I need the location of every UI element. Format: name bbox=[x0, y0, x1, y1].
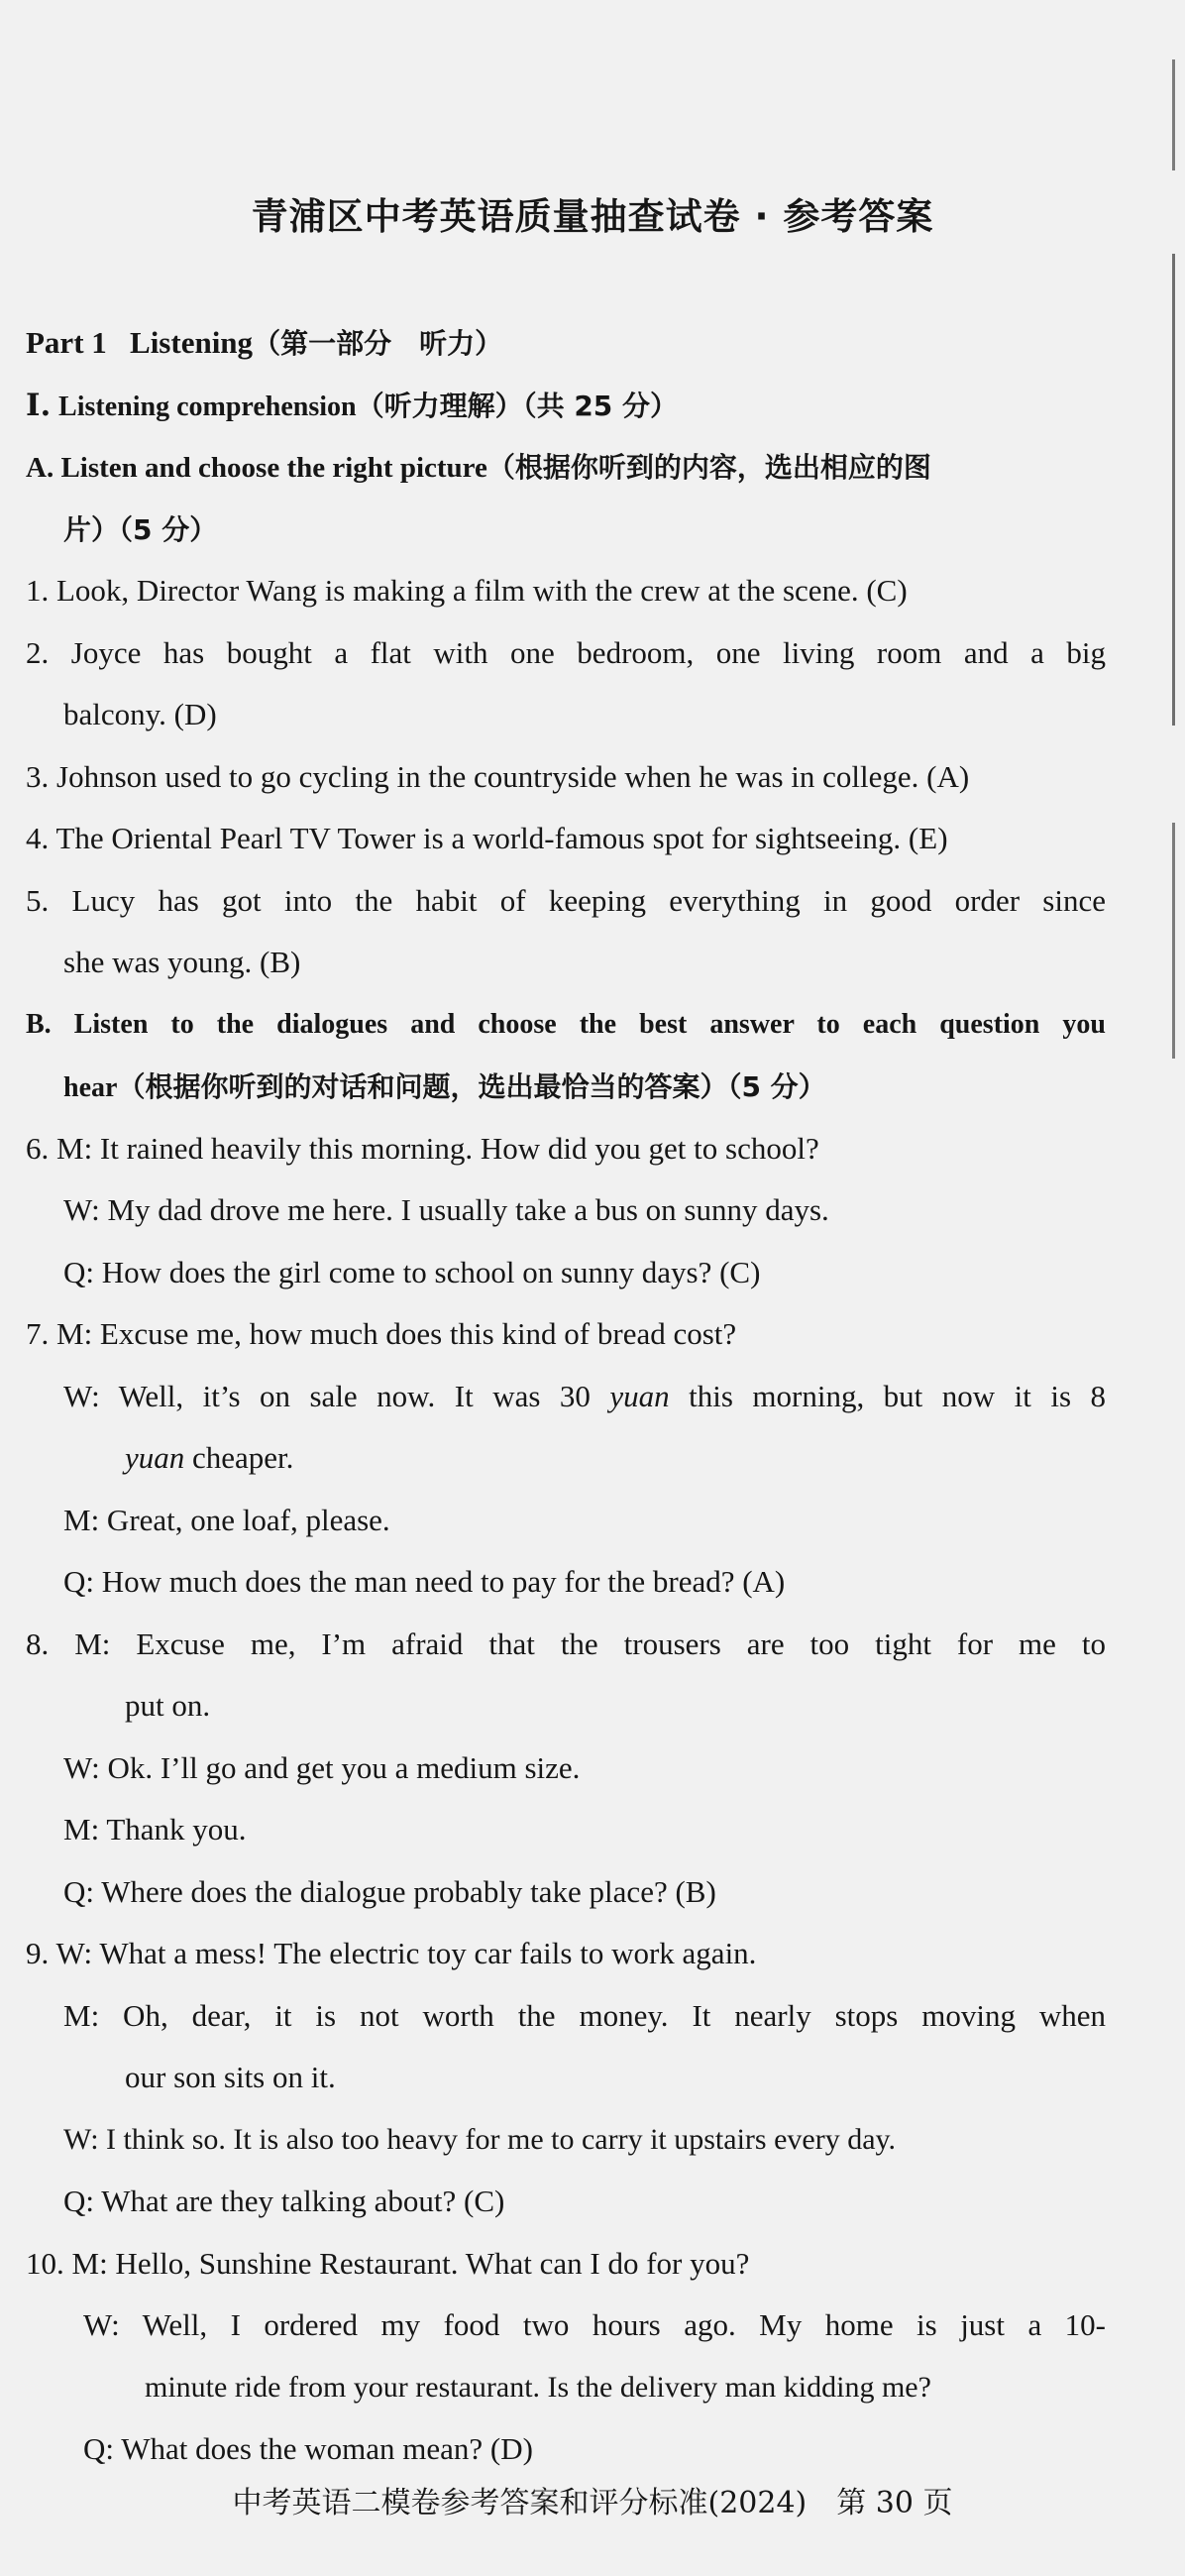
dialogue-10-w: W: Well, I ordered my food two hours ago. My home is just a 10- bbox=[83, 2307, 1106, 2342]
dialogue-7-w-part-a: W: Well, it’s on sale now. It was 30 bbox=[63, 1378, 591, 1413]
page-edge-shadow bbox=[1172, 59, 1175, 1447]
answer-3: 3. Johnson used to go cycling in the countryside when he was in college. (A) bbox=[26, 758, 970, 794]
section-a-en: A. Listen and choose the right picture bbox=[26, 452, 487, 484]
dialogue-6-q: Q: How does the girl come to school on sunny days? (C) bbox=[63, 1254, 761, 1289]
dialogue-7-w bbox=[26, 1366, 1106, 1428]
section-a-cn-1: （根据你听到的内容，选出相应的图 bbox=[486, 451, 931, 484]
answer-1: 1. Look, Director Wang is making a film with the crew at the scene. (C) bbox=[26, 573, 908, 608]
dialogue-7-m-2: M: Great, one loaf, please. bbox=[63, 1502, 390, 1537]
section-1-cn: （听力理解）（共 25 分） bbox=[356, 389, 679, 422]
part-heading-cn: （第一部分 听力） bbox=[253, 327, 503, 360]
section-a-cn-2: 片）（5 分） bbox=[63, 512, 218, 546]
dialogue-9-w-2: W: I think so. It is also too heavy for me to carry it upstairs every day. bbox=[63, 2122, 897, 2156]
dialogue-7-w-cont bbox=[26, 1427, 1106, 1490]
dialogue-7-w-yuan: yuan bbox=[609, 1378, 670, 1413]
part-heading bbox=[26, 312, 1106, 375]
dialogue-8-m: 8. M: Excuse me, I’m afraid that the trousers are too tight for me to bbox=[26, 1625, 1106, 1661]
page-title: 青浦区中考英语质量抽查试卷 · 参考答案 bbox=[251, 195, 934, 238]
section-1-en: Listening comprehension bbox=[58, 391, 357, 422]
dialogue-7-m: 7. M: Excuse me, how much does this kind of bread cost? bbox=[26, 1316, 737, 1351]
section-b-en-2: hear bbox=[63, 1072, 118, 1103]
section-a-heading-cont bbox=[26, 499, 1106, 561]
dialogue-7-w-part-c: cheaper. bbox=[192, 1440, 294, 1475]
dialogue-10-q: Q: What does the woman mean? (D) bbox=[83, 2431, 533, 2466]
dialogue-7-w-yuan-2: yuan bbox=[125, 1440, 185, 1475]
answer-5-cont: she was young. (B) bbox=[63, 945, 301, 979]
section-b-heading: B. Listen to the dialogues and choose the best answer to each question you bbox=[26, 1008, 1106, 1040]
dialogue-7-w-part-b: this morning, but now it is 8 bbox=[689, 1378, 1106, 1413]
section-1-roman: Ⅰ. bbox=[26, 387, 52, 423]
answer-2: 2. Joyce has bought a flat with one bedroom, one living room and a big bbox=[26, 634, 1106, 670]
dialogue-6-m: 6. M: It rained heavily this morning. How did you get to school? bbox=[26, 1130, 819, 1166]
section-b-cn: （根据你听到的对话和问题，选出最恰当的答案）（5 分） bbox=[117, 1070, 826, 1103]
dialogue-9-w: 9. W: What a mess! The electric toy car fails to work again. bbox=[26, 1936, 757, 1970]
answer-content bbox=[26, 312, 1106, 2481]
dialogue-7-q: Q: How much does the man need to pay for the bread? (A) bbox=[63, 1564, 786, 1599]
dialogue-8-m-2: M: Thank you. bbox=[63, 1812, 247, 1847]
dialogue-9-m: M: Oh, dear, it is not worth the money. It nearly stops moving when bbox=[63, 1997, 1106, 2033]
part-heading-en: Part 1 Listening bbox=[26, 325, 254, 360]
dialogue-10-m: 10. M: Hello, Sunshine Restaurant. What can I do for you? bbox=[26, 2245, 750, 2281]
dialogue-8-m-cont: put on. bbox=[125, 1688, 211, 1723]
section-b-heading-cont bbox=[26, 1056, 1106, 1118]
answer-4: 4. The Oriental Pearl TV Tower is a world-famous spot for sightseeing. (E) bbox=[26, 821, 948, 855]
dialogue-8-w: W: Ok. I’ll go and get you a medium size. bbox=[63, 1749, 581, 1785]
dialogue-8-q: Q: Where does the dialogue probably take place? (B) bbox=[63, 1873, 716, 1909]
dialogue-6-w: W: My dad drove me here. I usually take a bus on sunny days. bbox=[63, 1192, 829, 1227]
page-footer: 中考英语二模卷参考答案和评分标准(2024) 第 30 页 bbox=[232, 2486, 953, 2520]
section-1-heading bbox=[26, 375, 1106, 437]
answer-5: 5. Lucy has got into the habit of keeping everything in good order since bbox=[26, 882, 1106, 918]
dialogue-10-w-cont: minute ride from your restaurant. Is the delivery man kidding me? bbox=[145, 2370, 931, 2404]
dialogue-9-m-cont: our son sits on it. bbox=[125, 2060, 336, 2094]
answer-2-cont: balcony. (D) bbox=[63, 697, 217, 731]
section-a-heading bbox=[26, 436, 1106, 499]
dialogue-9-q: Q: What are they talking about? (C) bbox=[63, 2184, 505, 2218]
